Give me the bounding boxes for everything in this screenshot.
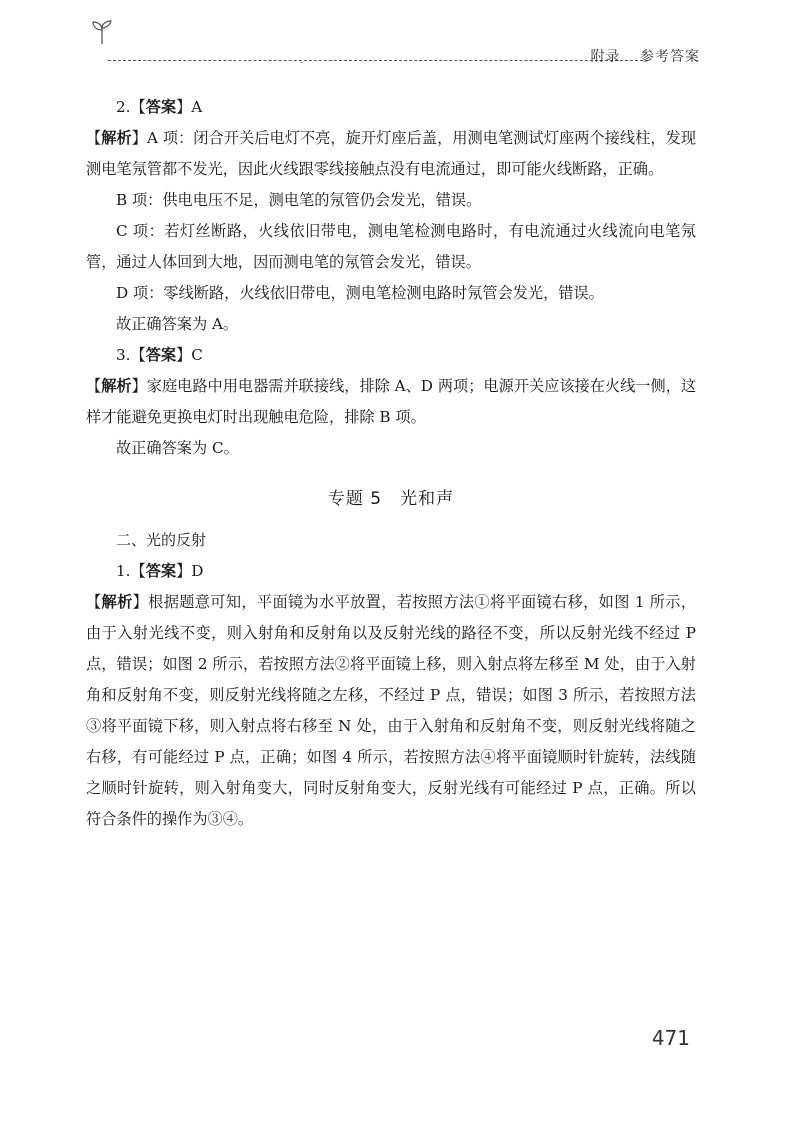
page-header — [90, 18, 700, 65]
answer-line: 3.【答案】C — [116, 346, 203, 364]
answer-label: 答案 — [145, 562, 177, 580]
answer-value: A — [191, 98, 203, 116]
page-content — [86, 92, 696, 835]
body-paragraph: B 项：供电电压不足，测电笔的氖管仍会发光，错误。 — [116, 191, 482, 209]
answer-line: 1.【答案】D — [116, 562, 204, 580]
body-paragraph: 故正确答案为 A。 — [116, 315, 239, 333]
question-number: 1. — [116, 562, 131, 580]
scan-dot — [300, 62, 303, 63]
analysis-label: 解析 — [101, 377, 132, 395]
analysis-paragraph: 【解析】家庭电路中用电器需并联接线，排除 A、D 两项；电源开关应该接在火线一侧，这样才能避免更换电灯时出现触电危险，排除 B 项。 — [86, 377, 697, 426]
answer-label: 答案 — [145, 98, 177, 116]
section-heading: 二、光的反射 — [116, 531, 207, 549]
body-paragraph: C 项：若灯丝断路，火线依旧带电，测电笔检测电路时，有电流通过火线流向电笔氖管，通过人体回到大地，因而测电笔的氖管会发光，错误。 — [86, 222, 696, 271]
body-paragraph: D 项：零线断路，火线依旧带电，测电笔检测电路时氖管会发光，错误。 — [116, 284, 604, 302]
page-number: 471 — [651, 1026, 690, 1050]
answer-value: D — [191, 562, 204, 580]
answer-label: 答案 — [145, 346, 177, 364]
analysis-text: 根据题意可知，平面镜为水平放置，若按照方法①将平面镜右移，如图 1 所示，由于入射光线不变，则入射角和反射角以及反射光线的路径不变，所以反射光线不经过 P 点，错误；如图 2 所示，若按照方法②将平面镜上移，则入射点将左移至 M 处，由于入射角和反射角不变，则反射光线将随之左移，不经过 P 点，错误；如图 3 所示，若按照方法③将平面镜下移，则入射点将右移至 N 处，由于入射角和反射角不变，则反射光线将随之右移，有可能经过 P 点，正确；如图 4 所示，若按照方法④将平面镜顺时针旋转，法线随之顺时针旋转，则入射角变大，同时反射角变大，反射光线有可能经过 P 点，正确。所以符合条件的操作为③④。 — [86, 593, 697, 828]
sprout-logo-icon — [90, 18, 114, 46]
analysis-text: 家庭电路中用电器需并联接线，排除 A、D 两项；电源开关应该接在火线一侧，这样才能避免更换电灯时出现触电危险，排除 B 项。 — [86, 377, 697, 426]
header-appendix: 附录 — [590, 49, 621, 65]
analysis-label: 解析 — [101, 129, 132, 147]
analysis-paragraph: 【解析】A 项：闭合开关后电灯不亮，旋开灯座后盖，用测电笔测试灯座两个接线柱，发现测电笔氖管都不发光，因此火线跟零线接触点没有电流通过，即可能火线断路，正确。 — [86, 129, 697, 178]
answer-line: 2.【答案】A — [116, 98, 203, 116]
header-title — [591, 46, 700, 66]
answer-value: C — [191, 346, 203, 364]
body-paragraph: 故正确答案为 C。 — [116, 439, 239, 457]
question-number: 3. — [116, 346, 131, 364]
analysis-label: 解析 — [101, 593, 133, 611]
question-number: 2. — [116, 98, 131, 116]
header-section-title: 参考答案 — [640, 49, 700, 65]
header-rule — [108, 60, 648, 61]
topic-heading: 专题 5 光和声 — [327, 489, 455, 509]
analysis-paragraph: 【解析】根据题意可知，平面镜为水平放置，若按照方法①将平面镜右移，如图 1 所示，由于入射光线不变，则入射角和反射角以及反射光线的路径不变，所以反射光线不经过 P 点，错误；如图 2 所示，若按照方法②将平面镜上移，则入射点将左移至 M 处，由于入射角和反射角不变，则反射光线将随之左移，不经过 P 点，错误；如图 3 所示，若按照方法③将平面镜下移，则入射点将右移至 N 处，由于入射角和反射角不变，则反射光线将随之右移，有可能经过 P 点，正确；如图 4 所示，若按照方法④将平面镜顺时针旋转，法线随之顺时针旋转，则入射角变大，同时反射角变大，反射光线有可能经过 P 点，正确。所以符合条件的操作为③④。 — [86, 593, 697, 828]
analysis-text: A 项：闭合开关后电灯不亮，旋开灯座后盖，用测电笔测试灯座两个接线柱，发现测电笔氖管都不发光，因此火线跟零线接触点没有电流通过，即可能火线断路，正确。 — [86, 129, 697, 178]
